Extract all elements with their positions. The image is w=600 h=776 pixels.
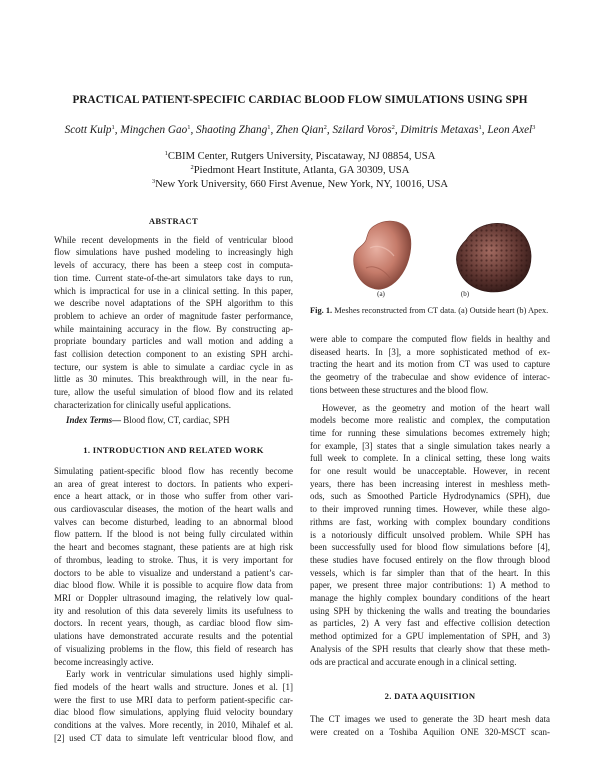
text-line: were the first to use MRI data to perform patient-specific car- [54,694,293,705]
section-1-heading: 1. INTRODUCTION AND RELATED WORK [83,445,264,456]
index-terms-text: Blood flow, CT, cardiac, SPH [123,414,230,425]
text-line: MRI or Doppler ultrasound imaging, the relatively low qual- [54,592,293,603]
text-line: [2] used CT data to simulate left ventricular blood flow, and [54,732,293,743]
right-paragraph-2 [310,402,550,669]
text-line: were created on a Toshiba Aquilion ONE 320-MSCT scan- [310,726,550,737]
text-line: to their improved running times. However, while these algo- [310,504,550,515]
text-line: were able to compare the computed flow fields in healthy and [310,334,550,344]
text-line: using SPH by thickening the walls and treating the boundaries [310,605,550,616]
author-name: Mingchen Gao [120,124,188,136]
caption-label: Fig. 1. [310,306,333,315]
right-paragraph-1 [310,333,550,397]
author-affiliation-marker: 1 [111,124,115,131]
text-line: manage the highly complex boundary conditions of the heart [310,593,550,604]
text-line: flow pattern. If the blood is not being fully circulated within [54,529,293,540]
text-line: ity and resolution of this data severely limits its usefulness to [54,605,293,616]
author-affiliation-marker: 2 [391,124,395,131]
text-line: the geometry of the trabeculae and show evidence of interac- [310,372,550,383]
affiliation-marker: 3 [151,178,156,185]
text-line: fied models of the heart walls and structure. Jones et al. [1] [54,681,293,692]
text-line: valves can become disturbed, leading to an abnormal blood [54,516,293,527]
text-line: been successfully used for blood flow simulations before [4], [310,542,550,553]
text-line: of thrombus, leading to stroke. Thus, it is very important for [54,554,293,565]
affiliation-3 [0,179,600,190]
affiliation-1 [0,151,600,162]
text-line: which is impractical for use in a clinical setting. In this paper, [54,285,293,296]
author-name: Szilard Voros [332,124,392,136]
text-line: While recent developments in the field of ventricular blood [54,234,293,245]
author-name: Dimitris Metaxas [400,124,479,136]
text-line: Simulating patient-specific blood flow has recently become [54,465,293,476]
left-column [54,215,293,744]
text-line: ous cardiovascular diseases, the motion of the heart walls and [54,504,293,515]
text-line: flow simulations have pushed modeling to increasingly high [54,247,293,258]
index-terms-label: Index Terms— [66,414,122,425]
text-line: diac blood flow simulations, applying fluid velocity boundary [54,707,293,718]
text-line: ulations have demonstrated accurate results and the potential [54,631,293,642]
author-name: Zhen Qian [276,124,324,136]
text-line: rithms are fast, working with complex boundary conditions [310,516,550,527]
text-line: vessels, which is far simpler than that of the heart. In this [310,567,550,578]
author-list: Scott Kulp$^1$, Mingchen Gao$^1$, Shaoting Zhang$^1$, Zhen Qian$^2$, Szilard Voros$^2$, Dimitris Metaxas$^1$, Leon Axel$^3$ [64,124,536,136]
text-line: tions between these structures and the blood flow. [310,384,489,395]
text-line: time for running these simulations becomes extremely high; [310,427,550,438]
paper-title: PRACTICAL PATIENT-SPECIFIC CARDIAC BLOOD FLOW SIMULATIONS USING SPH [72,94,528,106]
abstract-heading: ABSTRACT [148,216,199,226]
text-line: tion time. Current state-of-the-art simulators take days to run, [54,272,293,283]
text-line: Early work in ventricular simulations used highly simpli- [66,669,293,680]
abstract-body [54,234,293,412]
text-line: doctors to be able to visualize and understand a patient’s car- [54,567,293,578]
text-line: years, there has been increasing interest in meshless meth- [310,478,550,489]
text-line: characterization for clinically useful applications. [54,399,231,410]
text-line: is a notoriously difficult unsolved problem. While SPH has [310,529,550,540]
section-1-paragraph-1 [54,465,293,668]
text-line: the heart and becomes stagnant, these patients are at high risk [54,542,293,553]
text-line: an area of great interest to doctors. In patients who experi- [54,478,293,489]
figure-1 [344,218,544,300]
author-name: Scott Kulp [64,124,112,136]
mesh-outside-heart [354,221,411,289]
text-line: for example, [3] states that a single simulation takes nearly a [310,440,550,451]
affiliation-text: CBIM Center, Rutgers University, Piscataway, NJ 08854, USA [167,151,436,162]
text-line: become increasingly active. [54,656,154,667]
index-terms [54,414,293,427]
affiliation-2 [0,165,600,176]
text-line: Analysis of the SPH results that clearly show that these meth- [310,643,550,654]
text-line: However, as the geometry and motion of the heart wall [322,402,550,413]
text-line: tecture, our system is able to simulate a cardiac cycle in as [54,361,293,372]
author-affiliation-marker: 3 [532,124,536,131]
figure-1-meshes [344,218,544,300]
text-line: diac blood flow. While it is possible to acquire flow data from [54,580,293,591]
text-line: ods are practical and accurate enough in a clinical setting. [310,656,517,667]
author-name: Leon Axel [487,124,533,136]
text-line: method optimized for a GPU implementation of SPH, and 3) [310,631,550,642]
affiliation-marker: 1 [164,150,168,157]
text-line: levels of accuracy, there has been a steep cost in computa- [54,260,293,271]
text-line: for one result would be unacceptable. However, in recent [310,466,550,477]
text-line: The CT images we used to generate the 3D heart mesh data [310,713,550,724]
text-line: paper, we present three major contributions: 1) A method to [310,580,550,591]
text-line: while maintaining accuracy in the flow. By constructing ap- [54,323,293,334]
affiliation-marker: 2 [190,164,194,171]
author-affiliation-marker: 1 [267,124,271,131]
right-column [310,333,550,738]
text-line: as particles, 2) A very fast and effective collision detection [310,618,550,629]
subfigure-label-b: (b) [460,290,470,298]
text-line: tracting the heart and its motion from CT was used to capture [310,359,550,370]
subfigure-label-a: (a) [377,290,385,298]
caption-text: Meshes reconstructed from CT data. (a) Outside heart (b) Apex. [334,306,549,315]
text-line: propriate boundary particles and wall motion and adding a [54,336,293,347]
text-line: diseased hearts. In [3], a more sophisticated method of ex- [310,346,550,357]
text-line: models become more realistic and complex, the computation [310,415,550,426]
author-affiliation-marker: 1 [187,124,191,131]
author-affiliation-marker: 1 [478,124,482,131]
affiliation-text: New York University, 660 First Avenue, New York, NY, 10016, USA [155,179,449,190]
text-line: conditions at the valves. More recently, in 2010, Mihalef et al. [54,720,293,731]
section-1-paragraph-2 [54,668,293,744]
section-2-paragraph-1 [310,713,550,738]
text-line: these studies have focused entirely on the flow through blood [310,554,550,565]
author-name: Shaoting Zhang [196,124,268,136]
affiliation-text: Piedmont Heart Institute, Atlanta, GA 30309, USA [193,165,410,176]
text-line: fast collision detection component to an existing SPH archi- [54,349,293,360]
author-affiliation-marker: 2 [323,124,327,131]
section-2-heading: 2. DATA AQUISITION [384,691,476,702]
text-line: of visualizing problems in the flow, this field of research has [54,643,293,654]
text-line: ods, such as Smoothed Particle Hydrodynamics (SPH), due [310,491,550,502]
text-line: we describe novel adaptations of the SPH algorithm to this [54,298,293,309]
text-line: doctors. In recent years, though, as cardiac blood flow sim- [54,618,293,629]
text-line: ence a heart attack, or in those who suffer from other vari- [54,491,293,502]
text-line: little as 30 minutes. This breakthrough will, in the near fu- [54,374,293,385]
text-line: problem to achieve an order of magnitude faster performance, [54,310,293,321]
text-line: full week to complete. In a clinical setting, these long waits [310,453,550,464]
text-line: ture, allow the useful simulation of blood flow and its related [54,387,293,398]
figure-1-caption [310,305,564,317]
